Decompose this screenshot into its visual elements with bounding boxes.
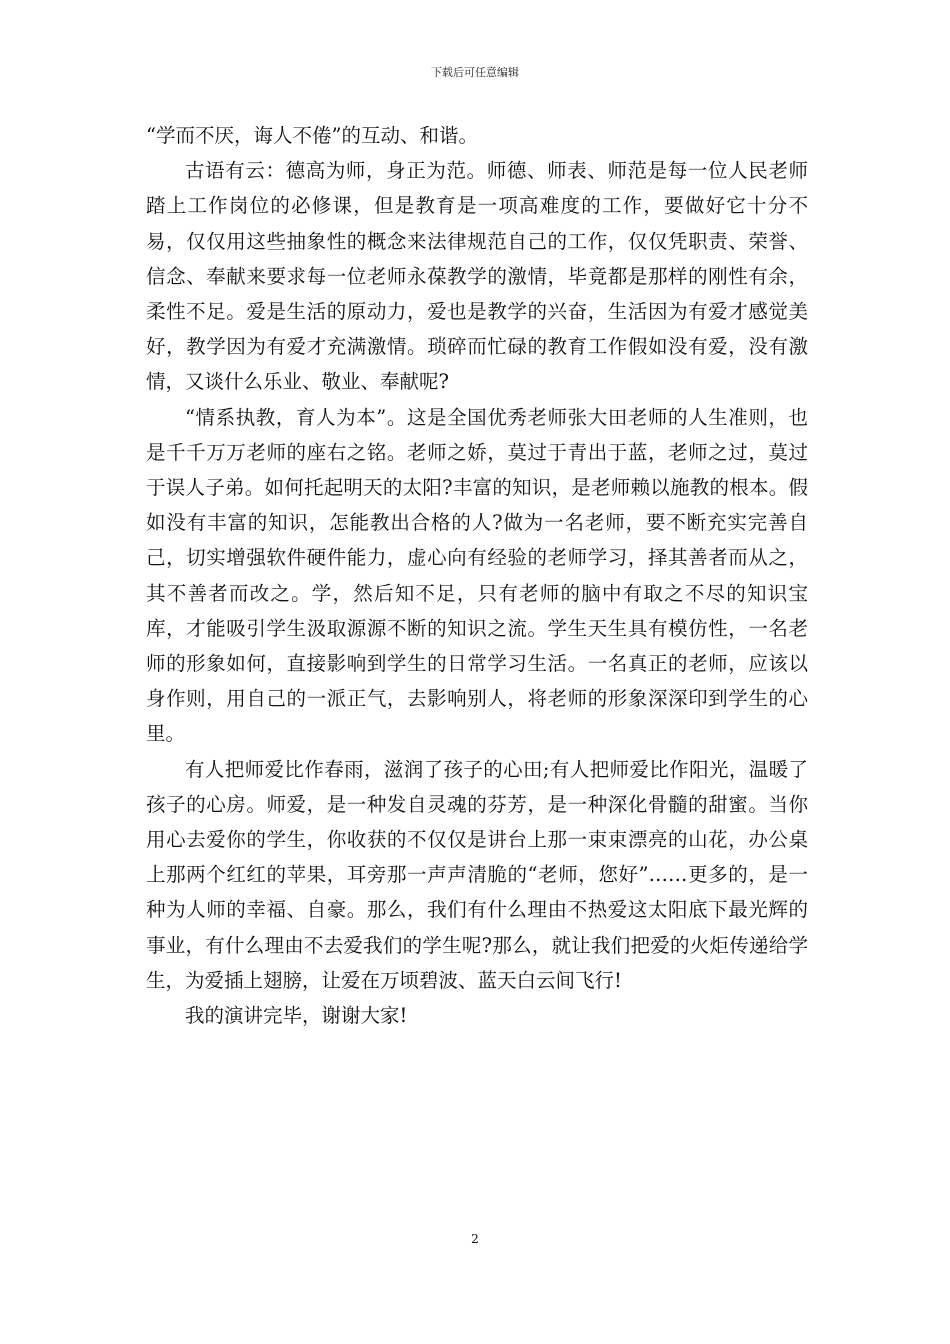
paragraph-closing: 我的演讲完毕，谢谢大家! [185,1004,408,1028]
paragraph-continuation: “学而不厌，诲人不倦”的互动、和谐。 [146,124,478,147]
paragraph-teacher-love: 有人把师爱比作春雨，滋润了孩子的心田;有人把师爱比作阳光，温暖了孩子的心房。师爱，是一种发自灵魂的芬芳，是一种深化骨髓的甜蜜。当你用心去爱你的学生，你收获的不仅仅是讲台上那一束束漂亮的山花，办公桌上那两个红红的苹果，耳旁那一声声清脆的“老师，您好”……更多的，是一种为人师的幸福、自豪。那么，我们有什么理由不热爱这太阳底下最光辉的事业，有什么理由不去爱我们的学生呢?那么，就让我们把爱的火炬传递给学生，为爱插上翅膀，让爱在万顷碧波、蓝天白云间飞行! [146,757,808,992]
paragraph-teaching-motto: “情系执教，育人为本”。这是全国优秀老师张大田老师的人生准则，也是千千万万老师的座右之铭。老师之娇，莫过于青出于蓝，老师之过，莫过于误人子弟。如何托起明天的太阳?丰富的知识，是老师赖以施教的根本。假如没有丰富的知识，怎能教出合格的人?做为一名老师，要不断充实完善自己，切实增强软件硬件能力，虚心向有经验的老师学习，择其善者而从之，其不善者而改之。学，然后知不足，只有老师的脑中有取之不尽的知识宝库，才能吸引学生汲取源源不断的知识之流。学生天生具有模仿性，一名老师的形象如何，直接影响到学生的日常学习生活。一名真正的老师，应该以身作则，用自己的一派正气，去影响别人，将老师的形象深深印到学生的心里。 [146,405,808,746]
document-body [146,118,808,1033]
page-number: 2 [471,1232,479,1246]
page-header: 下载后可任意编辑 [431,66,519,79]
paragraph-ancient-saying: 古语有云：德高为师，身正为范。师德、师表、师范是每一位人民老师踏上工作岗位的必修课，但是教育是一项高难度的工作，要做好它十分不易，仅仅用这些抽象性的概念来法律规范自己的工作，仅仅凭职责、荣誉、信念、奉献来要求每一位老师永葆教学的激情，毕竟都是那样的刚性有余，柔性不足。爱是生活的原动力，爱也是教学的兴奋，生活因为有爱才感觉美好，教学因为有爱才充满激情。琐碎而忙碌的教育工作假如没有爱，没有激情，又谈什么乐业、敬业、奉献呢? [146,159,808,394]
